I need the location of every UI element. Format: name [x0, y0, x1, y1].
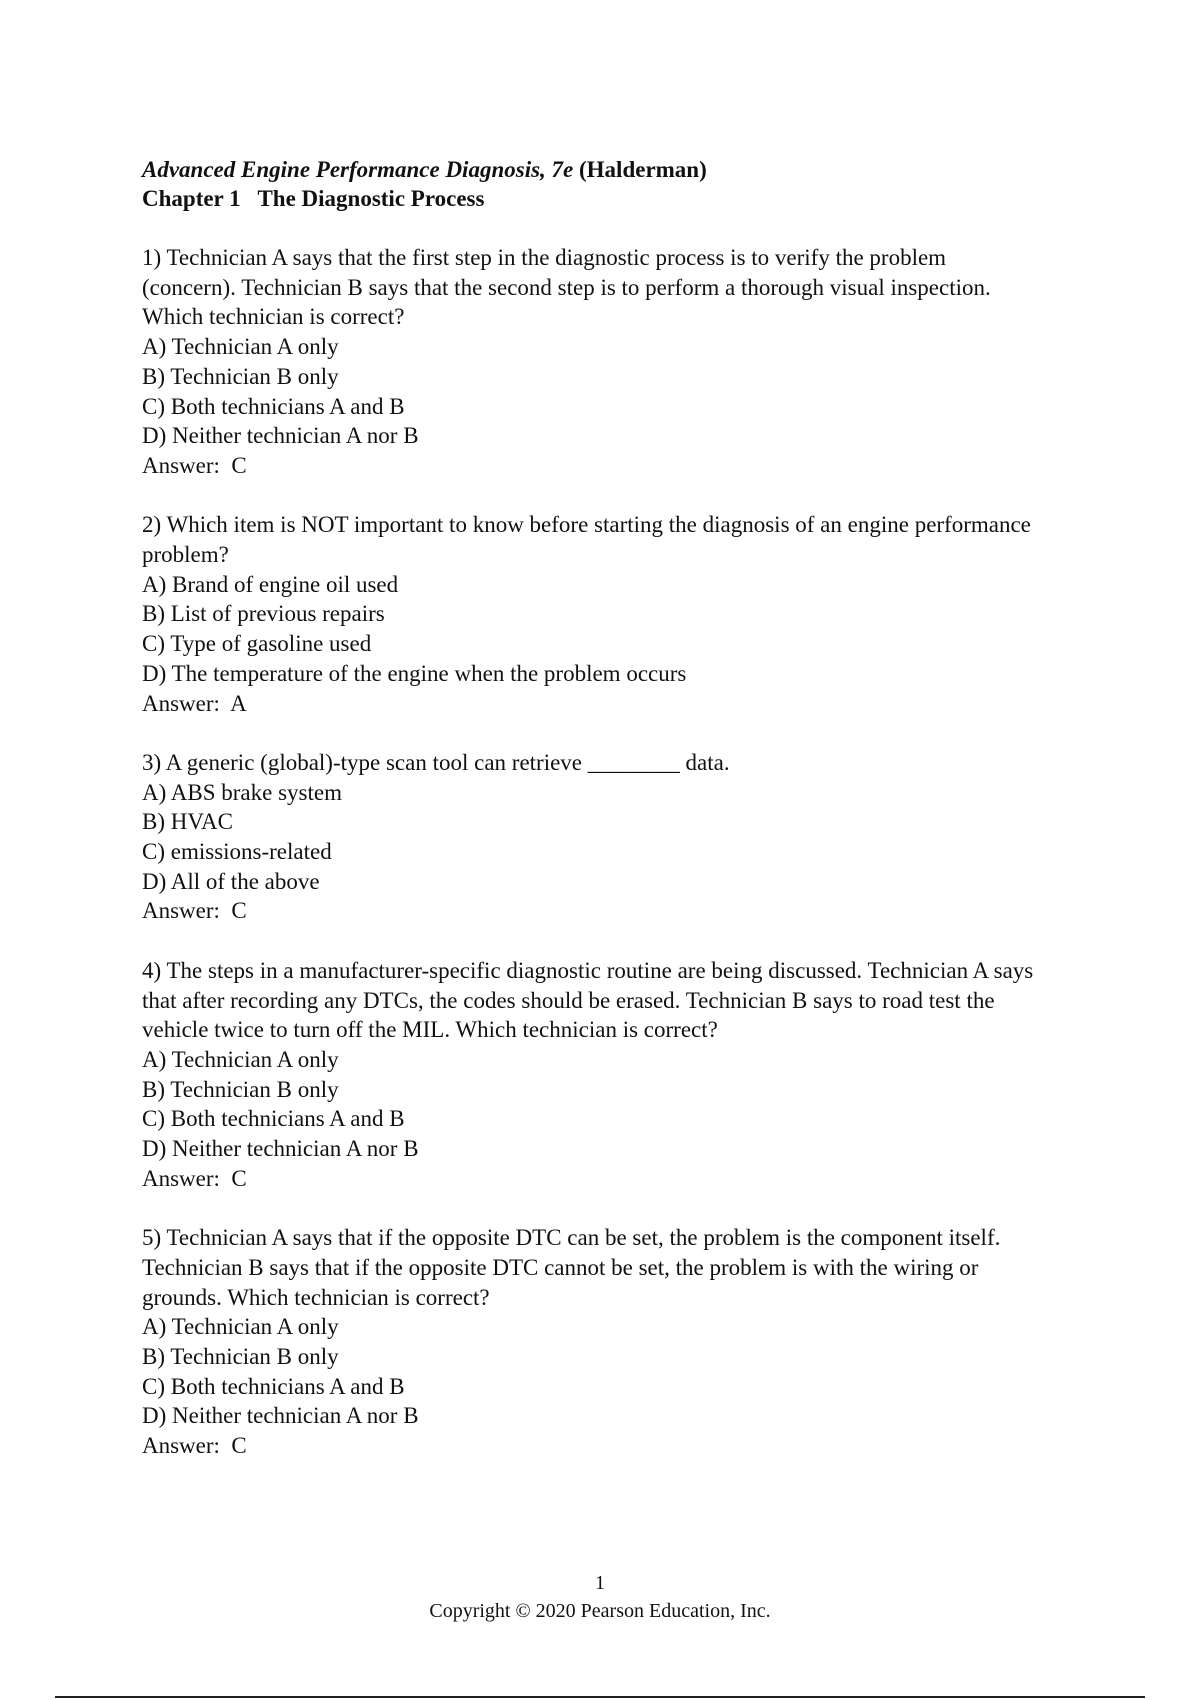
question-text-line: Technician B says that if the opposite DTC cannot be set, the problem is with the wiring or — [142, 1254, 979, 1280]
answer-option-a: A) Technician A only — [142, 1046, 339, 1072]
question-text-line: 2) Which item is NOT important to know before starting the diagnosis of an engine performance — [142, 512, 1031, 538]
answer-key: Answer: C — [142, 898, 247, 924]
answer-option-d: D) The temperature of the engine when the problem occurs — [142, 660, 687, 686]
bottom-divider — [55, 1696, 1145, 1698]
answer-option-a: A) ABS brake system — [142, 779, 342, 805]
answer-option-c: C) Both technicians A and B — [142, 1373, 405, 1399]
answer-option-c: C) Both technicians A and B — [142, 393, 405, 419]
question-text-line: that after recording any DTCs, the codes should be erased. Technician B says to road test the — [142, 987, 995, 1013]
question-text-line: grounds. Which technician is correct? — [142, 1284, 490, 1310]
answer-option-d: D) Neither technician A nor B — [142, 1403, 419, 1429]
answer-option-b: B) List of previous repairs — [142, 601, 385, 627]
question-list — [142, 243, 1082, 1490]
answer-option-c: C) Both technicians A and B — [142, 1106, 405, 1132]
question-text-line: Which technician is correct? — [142, 304, 405, 330]
question-1 — [142, 243, 1082, 481]
answer-option-c: C) Type of gasoline used — [142, 631, 372, 657]
answer-option-b: B) Technician B only — [142, 1343, 339, 1369]
answer-option-a: A) Brand of engine oil used — [142, 571, 399, 597]
author: (Halderman) — [579, 157, 707, 182]
question-4 — [142, 956, 1082, 1194]
answer-key: Answer: C — [142, 1433, 247, 1459]
answer-option-d: D) Neither technician A nor B — [142, 1136, 419, 1162]
page-number: 1 — [595, 1572, 605, 1594]
answer-option-d: D) All of the above — [142, 868, 320, 894]
document-header — [142, 155, 707, 213]
title-line — [142, 155, 707, 184]
question-text-line: 1) Technician A says that the first step in the diagnostic process is to verify the problem — [142, 245, 947, 270]
answer-option-a: A) Technician A only — [142, 1314, 339, 1340]
question-text-line: 5) Technician A says that if the opposite DTC can be set, the problem is the component itself. — [142, 1225, 1001, 1251]
answer-option-b: B) HVAC — [142, 809, 233, 835]
question-3 — [142, 748, 1082, 926]
answer-key: Answer: C — [142, 452, 247, 478]
answer-key: Answer: A — [142, 690, 247, 716]
answer-option-b: B) Technician B only — [142, 1076, 339, 1102]
answer-option-b: B) Technician B only — [142, 363, 339, 389]
answer-option-a: A) Technician A only — [142, 334, 339, 360]
question-text-line: 4) The steps in a manufacturer-specific diagnostic routine are being discussed. Technician A says — [142, 957, 1034, 983]
question-text-line: problem? — [142, 542, 229, 568]
question-2 — [142, 510, 1082, 718]
copyright-notice: Copyright © 2020 Pearson Education, Inc. — [429, 1600, 771, 1622]
question-text-line: vehicle twice to turn off the MIL. Which technician is correct? — [142, 1017, 718, 1043]
question-5 — [142, 1223, 1082, 1461]
question-text-line: 3) A generic (global)-type scan tool can retrieve ________ data. — [142, 749, 730, 775]
answer-option-c: C) emissions-related — [142, 839, 332, 865]
chapter-title: Chapter 1 The Diagnostic Process — [142, 186, 485, 211]
answer-option-d: D) Neither technician A nor B — [142, 423, 419, 449]
book-title: Advanced Engine Performance Diagnosis, 7e — [142, 157, 574, 182]
question-text-line: (concern). Technician B says that the second step is to perform a thorough visual inspection. — [142, 274, 991, 300]
answer-key: Answer: C — [142, 1165, 247, 1191]
